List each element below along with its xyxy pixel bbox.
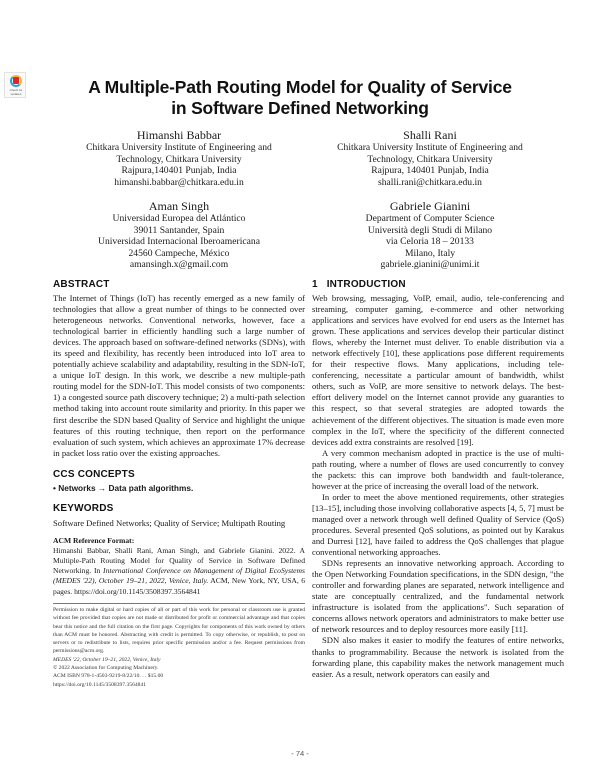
permission-notice	[53, 606, 305, 689]
intro-paragraph-5: SDN also makes it easier to modify the features of entire networks, thanks to programmability. Because the network is isolated from the forwarding plane, this capability makes the network management much easier. As a result, network operators can easily and	[312, 635, 564, 679]
affiliation-line: Chitkara University Institute of Engineering and	[337, 142, 523, 153]
affiliation-line: Milano, Italy	[404, 247, 456, 259]
intro-paragraph-1: Web browsing, messaging, VoIP, email, audio, tele-conferencing and streaming, computer gaming, e-commerce and other networking applications and services have evolved for end users as the Internet has grown. These applications and services develop their particular distinct flows, whereby the Internet must deliver. To enable distribution via a network effectively [10], these applications pose different requirements for their respective flows. Many applications, including tele-conferencing, necessitate a particular amount of bandwidth, whilst others, such as VoIP, are more sensitive to network delays. The best-effort delivery model on the Internet cannot provide any guaranties to this respect, so that several strategies are adopted towards the achievement of the different objectives. The situation is made even more complex in the IoT, where the specificity of the different connected devices add extra constraints are resolved [19].	[312, 293, 564, 447]
author-block-1	[44, 128, 314, 188]
author-email[interactable]: shalli.rani@chitkara.edu.in	[378, 176, 482, 188]
reference-citation: Himanshi Babbar, Shalli Rani, Aman Singh, and Gabriele Gianini. 2022. A Multiple-Path Routing Model for Quality of Service in Software Defined Networking. In	[53, 545, 305, 576]
reference-doi[interactable]: ACM, New York, NY, USA, 6 pages. https://doi.org/10.1145/3508397.3564841	[53, 576, 305, 596]
author-name: Himanshi Babbar	[136, 128, 222, 142]
keywords-heading: KEYWORDS	[53, 502, 114, 514]
author-email[interactable]: himanshi.babbar@chitkara.edu.in	[114, 176, 244, 188]
badge-label: Check for updates	[9, 88, 23, 96]
title-line-1: A Multiple-Path Routing Model for Quality of Service	[88, 77, 512, 97]
introduction-heading	[312, 279, 564, 291]
book-icon	[13, 77, 19, 84]
paper-title	[60, 77, 540, 119]
affiliation-line: 39011 Santander, Spain	[133, 224, 225, 236]
permission-text: Permission to make digital or hard copies of all or part of this work for personal or classroom use is granted without fee provided that copies are not made or distributed for profit or commercial advantage and that copies bear this notice and the full citation on the first page. Copyrights for components of this work owned by others than ACM must be honored. Abstracting with credit is permitted. To copy otherwise, or republish, to post on servers or to redistribute to lists, requires prior specific permission and/or a fee. Request permissions from permissions@acm.org.	[53, 607, 305, 655]
author-block-4	[295, 199, 565, 271]
footnote-divider	[53, 603, 305, 604]
intro-paragraph-3: In order to meet the above mentioned requirements, other strategies [13–15], including those involving collaborative aspects [4, 5, 7] must be managed over a network through well defined Quality of Service (QoS) procedures. Several presented QoS solutions, as pointed out by Karakus and Durresi [12], have failed to address the QoS challenges that plague conventional networking approaches.	[312, 491, 564, 558]
ccs-item: • Networks → Data path algorithms.	[53, 482, 194, 493]
author-name: Gabriele Gianini	[389, 199, 471, 213]
check-for-updates-badge[interactable]	[4, 72, 26, 98]
author-email[interactable]: gabriele.gianini@unimi.it	[380, 259, 480, 271]
affiliation-line: Universidad Europea del Atlántico	[112, 213, 246, 224]
affiliation-line: Technology, Chitkara University	[116, 153, 242, 165]
affiliation-line: Universidad Internacional Iberoamericana	[98, 236, 260, 248]
affiliation-line: Chitkara University Institute of Engineering and	[86, 142, 272, 153]
affiliation-line: Rajpura,140401 Punjab, India	[121, 165, 237, 177]
affiliation-line: Rajpura, 140401 Punjab, India	[371, 165, 489, 177]
intro-paragraph-4: SDNs represents an innovative networking approach. According to the Open Networking Foundation specifications, in the SDN design, "the controller and forwarding planes are separated, network intelligence and state are conceptually centralized, and the fundamental network infrastructure is isolated from the applications". Such separation of concerns allows network operators and administrators to make better use of network resources and to deploy resources more easily [11].	[312, 558, 564, 635]
affiliation-line: via Celoria 18 – 20133	[386, 236, 474, 248]
affiliation-line: Technology, Chitkara University	[367, 153, 493, 165]
title-line-2: in Software Defined Networking	[171, 98, 429, 118]
abstract-heading: ABSTRACT	[53, 279, 110, 290]
affiliation-line: Università degli Studi di Milano	[367, 224, 493, 236]
doi-link[interactable]: https://doi.org/10.1145/3508397.3564841	[53, 681, 147, 688]
page-number: - 74 -	[291, 749, 309, 758]
affiliation-line: Department of Computer Science	[365, 213, 495, 224]
isbn-line: ACM ISBN 978-1-4503-9219-8/22/10. . . $15.00	[53, 673, 164, 680]
author-block-2	[295, 128, 565, 188]
left-column	[53, 279, 305, 597]
abstract-text: The Internet of Things (IoT) has recently emerged as a new family of technologies that allow a great number of things to be connected over heterogeneous networks. Conventional networks, however, face a technological barrier in efficiently handling such a large number of devices. The approach based on software-defined networks (SDNs), with its speed and flexibility, has recently been introduced into IoT area to potentially achieve scalability and adaptability, resulting in the SDN-IoT, a unique IoT design. In this work, we describe a new multiple-path routing model for the SDN-IoT. This model consists of two components: 1) a congested source path discovery technique; 2) a multi-path selection method taking into account route similarity and priority. In this paper we first describe the SDN based Quality of Service and highlight the unique features of this routing technique, then report on the performance evaluation of such system, which achieves an approximate 17% decrease in packet loss ratio over the existing approaches.	[53, 293, 305, 458]
author-email[interactable]: amansingh.x@gmail.com	[129, 259, 229, 271]
right-column	[312, 279, 564, 680]
author-name: Shalli Rani	[403, 128, 457, 142]
copyright-line: © 2022 Association for Computing Machinery.	[53, 665, 159, 672]
author-name: Aman Singh	[148, 199, 210, 213]
ccs-heading: CCS CONCEPTS	[53, 468, 135, 480]
keywords-text: Software Defined Networks; Quality of Service; Multipath Routing	[53, 517, 286, 528]
reference-venue: International Conference on Management of Digital EcoSystems (MEDES '22), October 19–21, 2022, Venice, Italy.	[53, 566, 305, 586]
intro-paragraph-2: A very common mechanism adopted in practice is the use of multi-path routing, where a number of flows are used concurrently to convey the packets: this can improve both bandwidth and fault-tolerance, however at the price of increasing the overall load of the network.	[312, 447, 564, 491]
section-title: INTRODUCTION	[326, 279, 406, 290]
reference-format-text	[53, 546, 305, 597]
reference-format-heading: ACM Reference Format:	[53, 535, 135, 545]
author-block-3	[44, 199, 314, 271]
affiliation-line: 24560 Campeche, México	[128, 247, 230, 259]
section-number: 1	[312, 279, 318, 290]
conference-line: MEDES '22, October 19–21, 2022, Venice, Italy	[53, 656, 161, 663]
